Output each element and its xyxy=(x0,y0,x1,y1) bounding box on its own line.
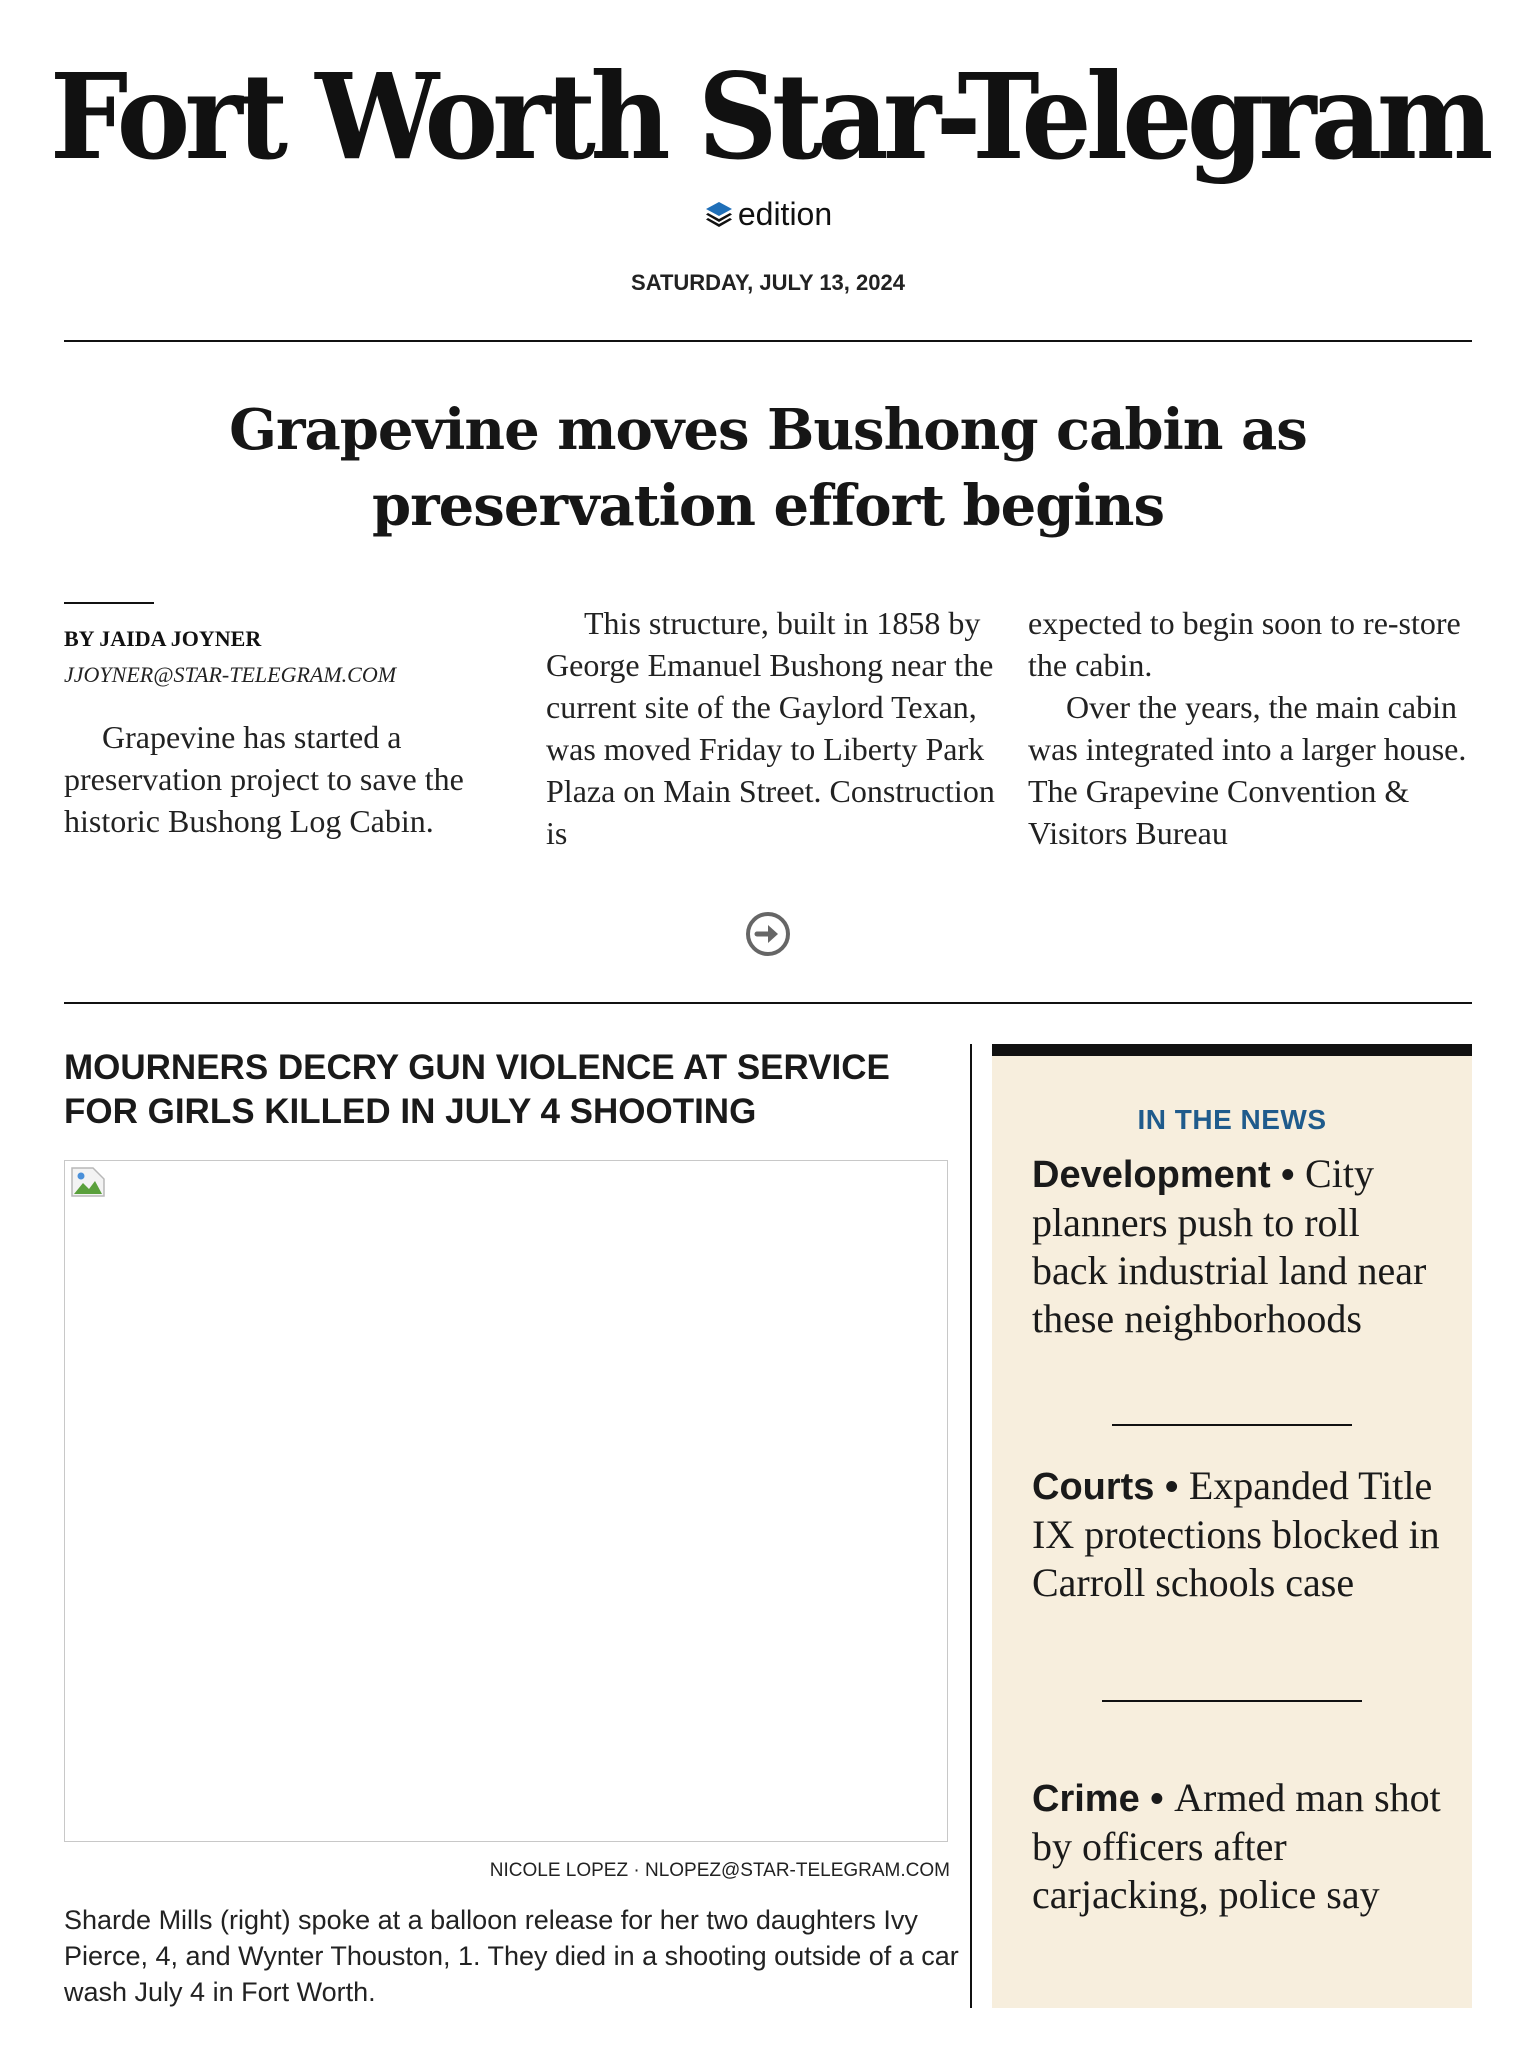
lead-headline[interactable]: Grapevine moves Bushong cabin as preservation effort begins xyxy=(229,397,1307,539)
news-item-courts[interactable]: Courts • Expanded Title IX protections blocked in Carroll schools case xyxy=(1032,1463,1440,1605)
lead-column-1 xyxy=(64,716,474,842)
arrow-right-circle-icon xyxy=(744,910,792,958)
news-category: Development xyxy=(1032,1154,1271,1196)
news-separator xyxy=(1112,1424,1352,1426)
lead-paragraph: This structure, built in 1858 by George Emanuel Bushong near the current site of the Gaylord Texan, was moved Friday to Liberty Park Plaza on Main Street. Construction is xyxy=(546,605,995,851)
story-photo[interactable] xyxy=(64,1160,948,1842)
news-headline: Armed man shot by officers after carjacking, police say xyxy=(1032,1775,1441,1917)
news-item-development[interactable]: Development • City planners push to roll back industrial land near these neighborhoods xyxy=(1032,1151,1427,1341)
edition-text: edition xyxy=(737,196,833,232)
lead-paragraph: expected to begin soon to re-store the cabin. xyxy=(1028,605,1461,683)
second-story-headline[interactable]: MOURNERS DECRY GUN VIOLENCE AT SERVICE FOR GIRLS KILLED IN JULY 4 SHOOTING xyxy=(64,1048,890,1131)
issue-date: SATURDAY, JULY 13, 2024 xyxy=(631,270,905,295)
masthead-rule xyxy=(64,340,1472,342)
broken-image-icon xyxy=(71,1167,105,1197)
news-headline: Expanded Title IX protections blocked in Carroll schools case xyxy=(1032,1463,1440,1605)
byline: BY JAIDA JOYNER xyxy=(64,626,262,651)
photo-credit: NICOLE LOPEZ · NLOPEZ@STAR-TELEGRAM.COM xyxy=(489,1860,950,1881)
news-headline: City planners push to roll back industrial land near these neighborhoods xyxy=(1032,1151,1427,1341)
section-rule xyxy=(64,1002,1472,1004)
lead-paragraph: Grapevine has started a preservation project to save the historic Bushong Log Cabin. xyxy=(64,719,464,839)
news-item-crime[interactable]: Crime • Armed man shot by officers after carjacking, police say xyxy=(1032,1775,1441,1917)
lead-column-3 xyxy=(1028,602,1478,854)
news-separator xyxy=(1102,1700,1362,1702)
news-category: Crime xyxy=(1032,1778,1140,1820)
layers-icon xyxy=(704,199,734,237)
lead-column-2 xyxy=(546,602,996,854)
column-divider xyxy=(970,1044,972,2008)
author-email[interactable]: JJOYNER@STAR-TELEGRAM.COM xyxy=(64,662,397,687)
lead-paragraph: Over the years, the main cabin was integrated into a larger house. The Grapevine Convention & Visitors Bureau xyxy=(1028,689,1467,851)
masthead-title[interactable]: Fort Worth Star-Telegram xyxy=(49,47,1488,186)
byline-rule xyxy=(64,602,154,604)
photo-caption: Sharde Mills (right) spoke at a balloon release for her two daughters Ivy Pierce, 4, and Wynter Thouston, 1. They died in a shooting outside of a car wash July 4 in Fort Worth. xyxy=(64,1905,959,2007)
news-category: Courts xyxy=(1032,1466,1155,1508)
sidebar-label: IN THE NEWS xyxy=(1137,1104,1327,1135)
continue-reading-button[interactable] xyxy=(744,910,792,958)
masthead xyxy=(0,47,1536,186)
in-the-news-sidebar xyxy=(992,1044,1472,2008)
edition-label xyxy=(0,196,1536,237)
